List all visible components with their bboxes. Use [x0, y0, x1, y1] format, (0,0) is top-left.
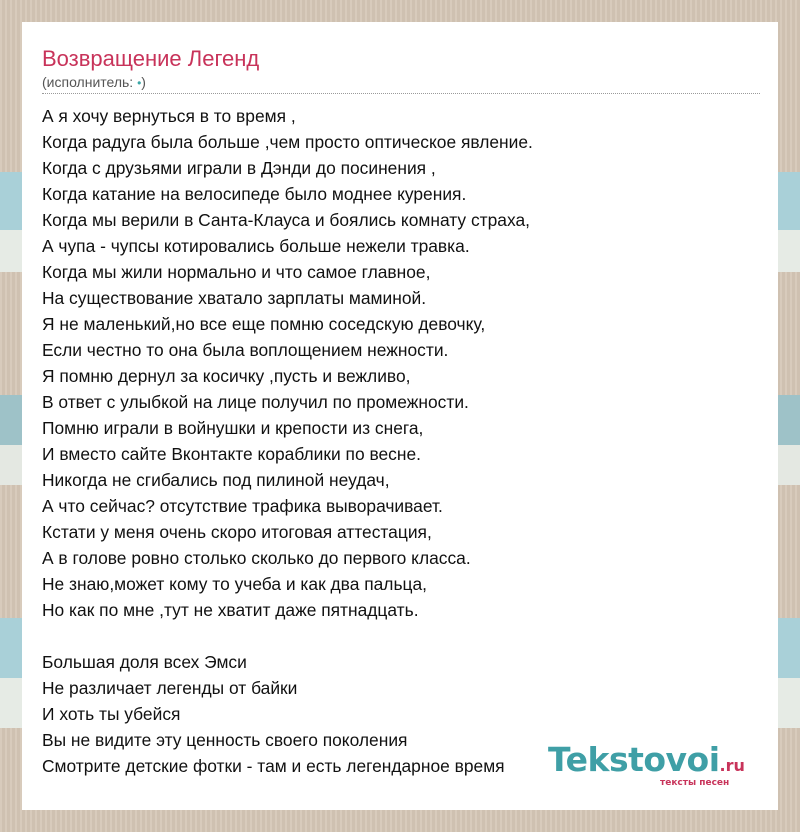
lyric-line: Но как по мне ,тут не хватит даже пятнадцать.: [42, 600, 419, 620]
title-divider: [42, 93, 760, 94]
lyric-line: А чупа - чупсы котировались больше нежели травка.: [42, 236, 470, 256]
lyrics-text: [42, 103, 758, 779]
lyric-line: А я хочу вернуться в то время ,: [42, 106, 296, 126]
song-title: Возвращение Легенд: [42, 46, 260, 71]
lyric-line: Большая доля всех Эмси: [42, 652, 247, 672]
lyric-line: Когда катание на велосипеде было моднее курения.: [42, 184, 467, 204]
lyric-line: Когда с друзьями играли в Дэнди до посинения ,: [42, 158, 436, 178]
lyric-line: Когда мы верили в Санта-Клауса и боялись комнату страха,: [42, 210, 530, 230]
lyric-line: Я помню дернул за косичку ,пусть и вежливо,: [42, 366, 411, 386]
site-logo[interactable]: [548, 740, 745, 779]
lyric-line: Никогда не сгибались под пилиной неудач,: [42, 470, 390, 490]
lyric-line: Не знаю,может кому то учеба и как два пальца,: [42, 574, 427, 594]
artist-line: [42, 74, 146, 90]
lyric-line: На существование хватало зарплаты маминой.: [42, 288, 427, 308]
lyrics-card: [22, 22, 778, 810]
lyric-line: Помню играли в войнушки и крепости из снега,: [42, 418, 424, 438]
stanza-gap: [42, 623, 758, 649]
lyric-line: Вы не видите эту ценность своего поколения: [42, 730, 408, 750]
lyric-line: А в голове ровно столько сколько до первого класса.: [42, 548, 471, 568]
lyric-line: Не различает легенды от байки: [42, 678, 298, 698]
lyric-line: И вместо сайте Вконтакте кораблики по весне.: [42, 444, 421, 464]
lyric-line: Кстати у меня очень скоро итоговая аттестация,: [42, 522, 432, 542]
logo-name: Tekstovoi: [548, 740, 720, 779]
lyric-line: А что сейчас? отсутствие трафика выворачивает.: [42, 496, 443, 516]
logo-tld: .ru: [719, 756, 745, 775]
lyric-line: И хоть ты убейся: [42, 704, 181, 724]
lyric-line: В ответ с улыбкой на лице получил по промежности.: [42, 392, 469, 412]
artist-suffix: ): [141, 74, 146, 90]
lyric-line: Когда радуга была больше ,чем просто оптическое явление.: [42, 132, 533, 152]
logo-tagline: тексты песен: [660, 778, 730, 788]
lyric-line: Я не маленький,но все еще помню соседскую девочку,: [42, 314, 486, 334]
artist-link[interactable]: •: [137, 76, 142, 90]
lyric-line: Смотрите детские фотки - там и есть легендарное время: [42, 756, 505, 776]
artist-prefix: (исполнитель:: [42, 74, 138, 90]
lyric-line: Когда мы жили нормально и что самое главное,: [42, 262, 431, 282]
lyric-line: Если честно то она была воплощением нежности.: [42, 340, 449, 360]
